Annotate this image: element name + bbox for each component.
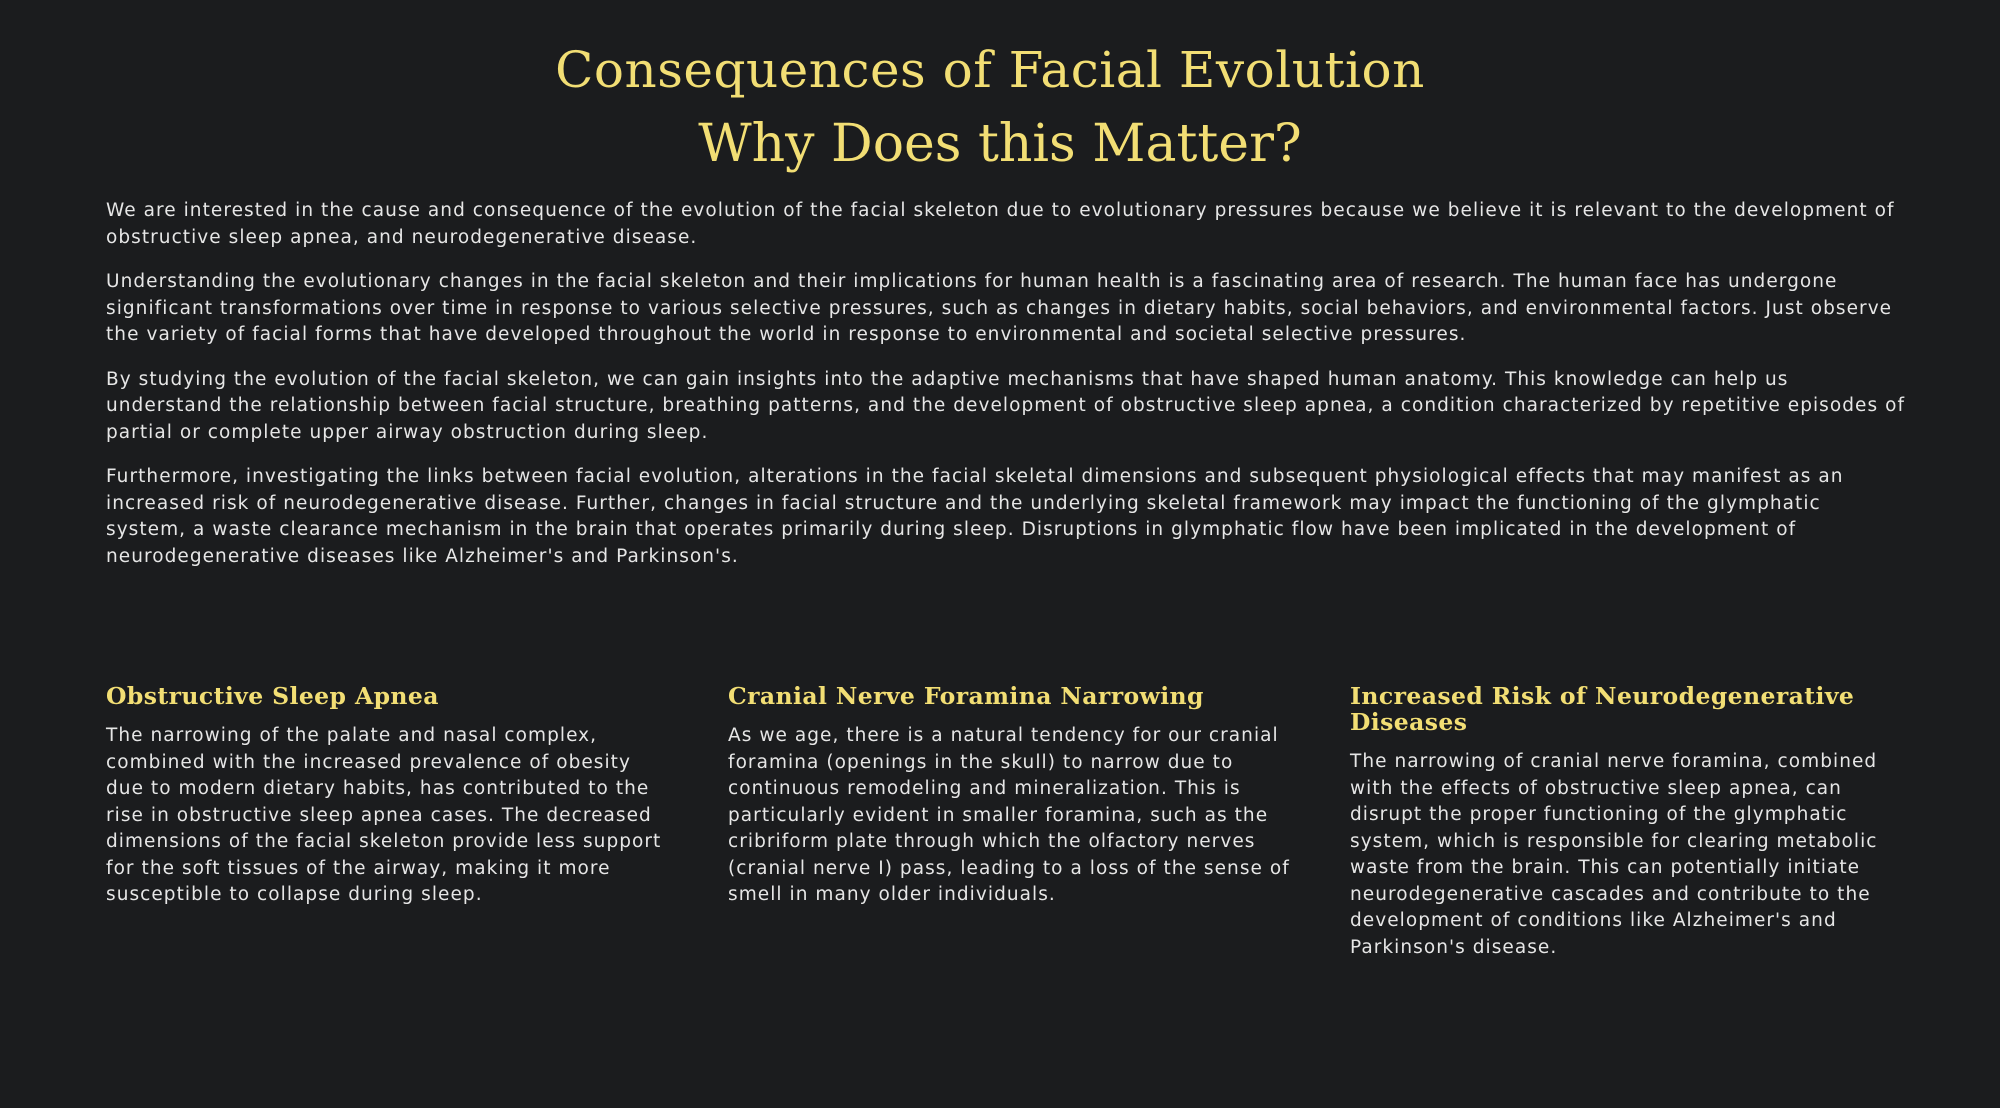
column-heading: Obstructive Sleep Apnea xyxy=(106,682,439,710)
intro-paragraph: Furthermore, investigating the links between facial evolution, alterations in the facial skeletal dimensions and subsequent physiological effects that may manifest as an increased risk of neurodegenerative disease. Further, changes in facial structure and the underlying skeletal framework may impact the functioning of the glymphatic system, a waste clearance mechanism in the brain that operates primarily during sleep. Disruptions in glymphatic flow have been implicated in the development of neurodegenerative diseases like Alzheimer's and Parkinson's. xyxy=(106,466,1844,567)
intro-paragraph: Understanding the evolutionary changes in the facial skeleton and their implications for human health is a fascinating area of research. The human face has undergone significant transformations over time in response to various selective pressures, such as changes in dietary habits, social behaviors, and environmental factors. Just observe the variety of facial forms that have developed throughout the world in response to environmental and societal selective pressures. xyxy=(106,271,1893,345)
page-subtitle: Why Does this Matter? xyxy=(698,114,1302,174)
column-body: As we age, there is a natural tendency for our cranial foramina (openings in the skull) to narrow due to continuous remodeling and mineralization. This is particularly evident in smaller foramina, such as the cribriform plate through which the olfactory nerves (cranial nerve I) pass, leading to a loss of the sense of smell in many older individuals. xyxy=(728,725,1290,905)
intro-section xyxy=(106,198,1906,588)
column-body: The narrowing of the palate and nasal complex, combined with the increased prevalence of obesity due to modern dietary habits, has contributed to the rise in obstructive sleep apnea cases. The decreased dimensions of the facial skeleton provide less support for the soft tissues of the airway, making it more susceptible to collapse during sleep. xyxy=(106,725,662,905)
intro-paragraph: We are interested in the cause and consequence of the evolution of the facial skeleton due to evolutionary pressures because we believe it is relevant to the development of obstructive sleep apnea, and neurodegenerative disease. xyxy=(106,200,1895,248)
column-body: The narrowing of cranial nerve foramina, combined with the effects of obstructive sleep apnea, can disrupt the proper functioning of the glymphatic system, which is responsible for clearing metabolic waste from the brain. This can potentially initiate neurodegenerative cascades and contribute to the development of conditions like Alzheimer's and Parkinson's disease. xyxy=(1350,751,1878,958)
column-heading: Increased Risk of Neurodegenerative Diseases xyxy=(1350,682,1855,736)
column-obstructive-sleep-apnea xyxy=(106,683,666,909)
intro-paragraph: By studying the evolution of the facial skeleton, we can gain insights into the adaptive mechanisms that have shaped human anatomy. This knowledge can help us understand the relationship between facial structure, breathing patterns, and the development of obstructive sleep apnea, a condition characterized by repetitive episodes of partial or complete upper airway obstruction during sleep. xyxy=(106,368,1906,443)
column-neurodegenerative-risk xyxy=(1350,683,1910,961)
page-title: Consequences of Facial Evolution xyxy=(555,41,1425,99)
column-heading: Cranial Nerve Foramina Narrowing xyxy=(728,682,1204,710)
column-cranial-nerve-foramina xyxy=(728,683,1298,909)
